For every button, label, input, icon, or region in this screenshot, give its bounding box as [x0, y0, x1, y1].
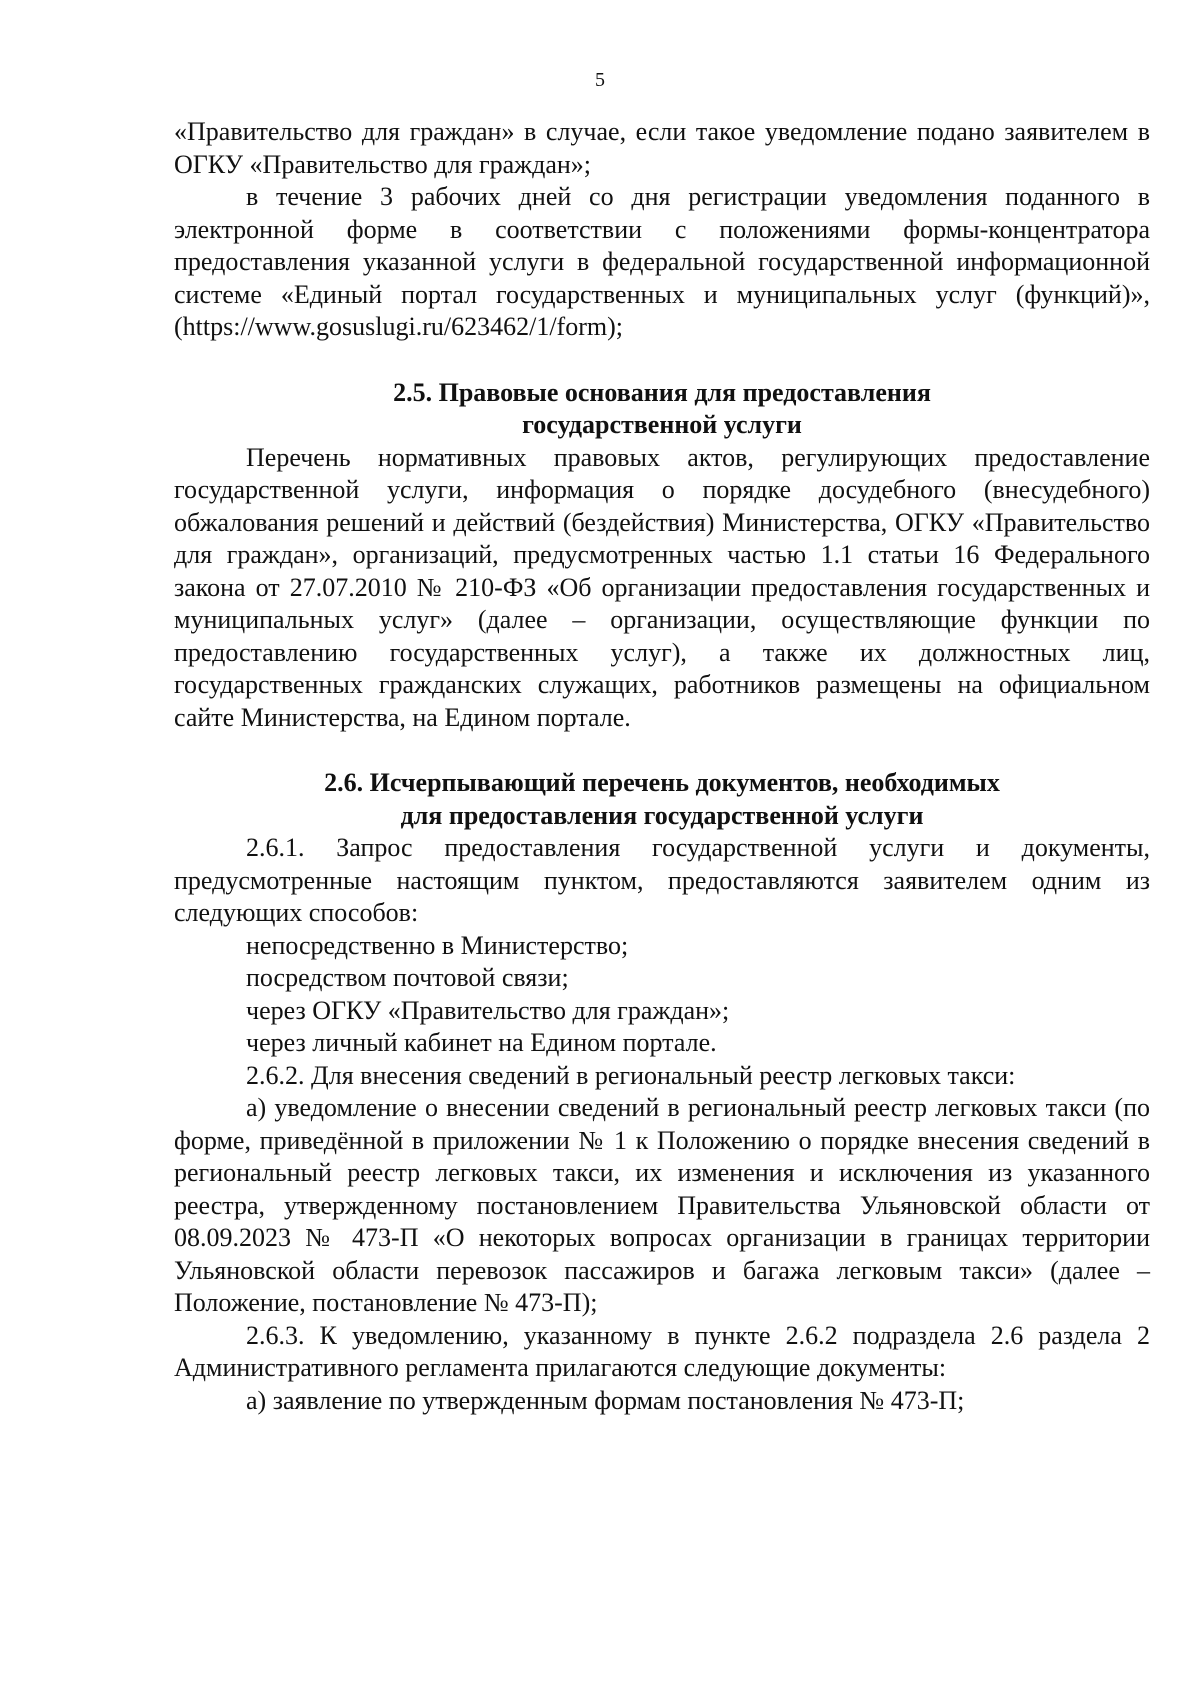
paragraph-2-6-3-a: а) заявление по утвержденным формам постановления № 473-П; [246, 1385, 965, 1415]
list-item-ogku: через ОГКУ «Правительство для граждан»; [246, 995, 730, 1025]
paragraph-2-6-3: 2.6.3. К уведомлению, указанному в пункте 2.6.2 подраздела 2.6 раздела 2 Административного регламента прилагаются следующие документы: [174, 1320, 1150, 1382]
heading-line: для предоставления государственной услуги [400, 800, 924, 830]
heading-line: 2.5. Правовые основания для предоставления [393, 377, 931, 407]
heading-line: 2.6. Исчерпывающий перечень документов, необходимых [324, 768, 1000, 797]
heading-line: государственной услуги [522, 410, 802, 439]
paragraph-4: 2.6.1. Запрос предоставления государственной услуги и документы, предусмотренные настоящим пунктом, предоставляются заявителем одним из следующих способов: [174, 833, 1150, 927]
page-number: 5 [595, 69, 605, 91]
paragraph-2-6-2: 2.6.2. Для внесения сведений в региональный реестр легковых такси: [246, 1060, 1016, 1090]
list-item-ministry: непосредственно в Министерство; [246, 930, 629, 960]
paragraph-1: «Правительство для граждан» в случае, если такое уведомление подано заявителем в ОГКУ «Правительство для граждан»; [174, 117, 1150, 179]
section-heading-2-6 [174, 767, 1150, 832]
list-item-post: посредством почтовой связи; [246, 963, 569, 992]
list-item-portal: через личный кабинет на Едином портале. [246, 1028, 717, 1057]
paragraph-2: в течение 3 рабочих дней со дня регистрации уведомления поданного в электронной форме в соответствии с положениями формы-концентратора предоставления указанной услуги в федеральной государственной информационной системе «Единый портал государственных и муниципальных услуг (функций)», (https://www.gosuslugi.ru/623462/1/form); [174, 182, 1150, 341]
section-heading-2-5 [174, 377, 1150, 442]
paragraph-2-6-2-a: а) уведомление о внесении сведений в региональный реестр легковых такси (по форме, приведённой в приложении № 1 к Положению о порядке внесения сведений в региональный реестр легковых такси, их изменения и исключения из указанного реестра, утвержденному постановлением Правительства Ульяновской области от 08.09.2023 № 473-П «О некоторых вопросах организации в границах территории Ульяновской области перевозок пассажиров и багажа легковым такси» (далее – Положение, постановление № 473-П); [174, 1093, 1150, 1317]
paragraph-3: Перечень нормативных правовых актов, регулирующих предоставление государственной услуги, информация о порядке досудебного (внесудебного) обжалования решений и действий (бездействия) Министерства, ОГКУ «Правительство для граждан», организаций, предусмотренных частью 1.1 статьи 16 Федерального закона от 27.07.2010 № 210-ФЗ «Об организации предоставления государственных и муниципальных услуг» (далее – организации, осуществляющие функции по предоставлению государственных услуг), а также их должностных лиц, государственных гражданских служащих, работников размещены на официальном сайте Министерства, на Едином портале. [174, 442, 1150, 732]
document-body [174, 116, 1150, 1417]
